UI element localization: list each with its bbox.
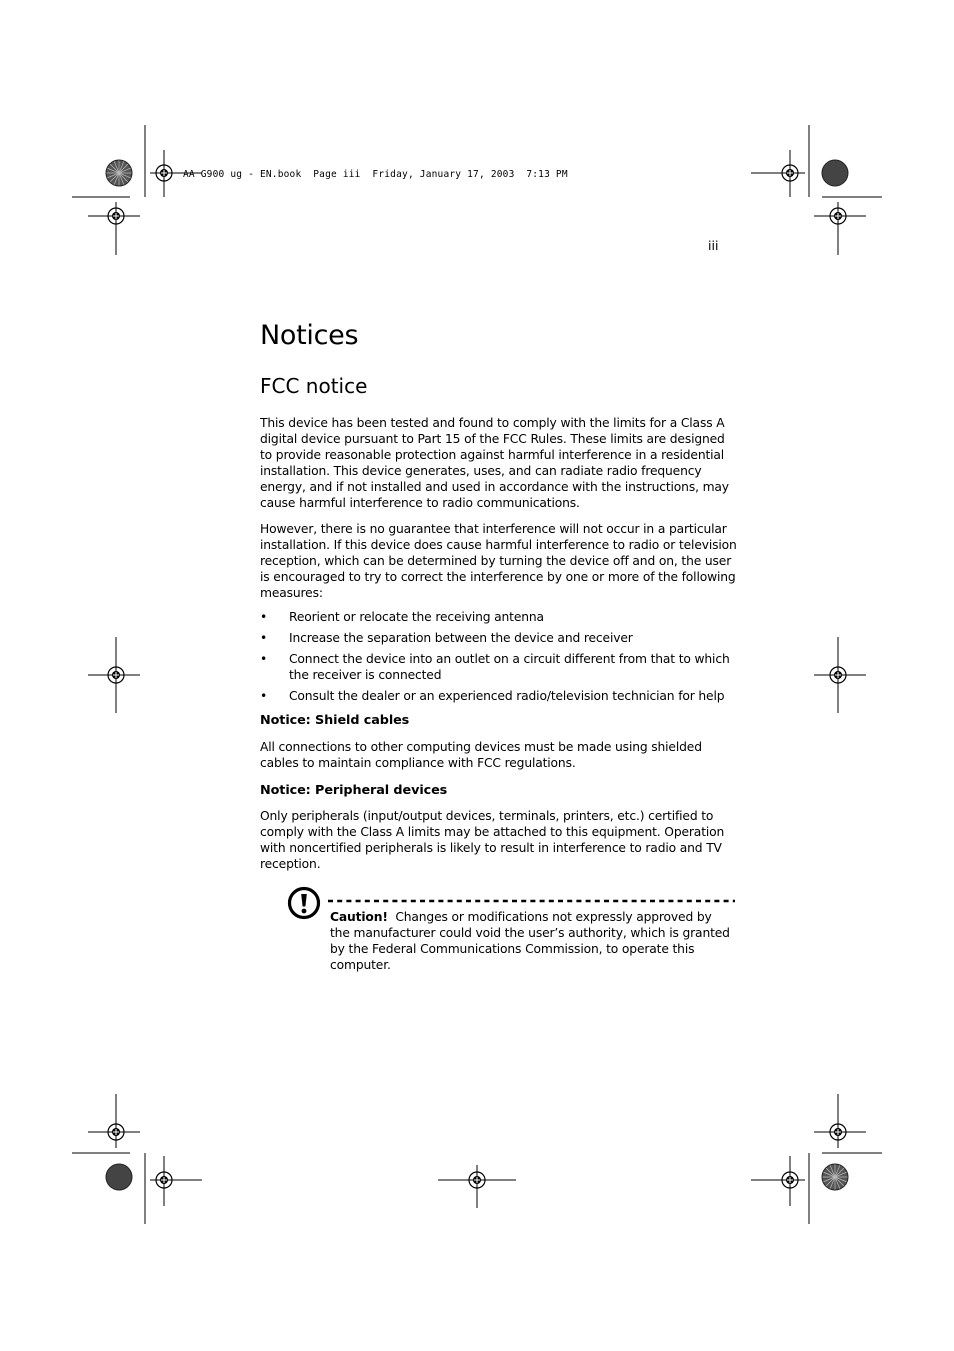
bullet-icon: • [260,610,268,624]
list-item-text: Connect the device into an outlet on a circuit different from that to which the receiver is connected [289,652,730,682]
caution-box [260,884,740,984]
fcc-paragraph-1: This device has been tested and found to comply with the limits for a Class A digital device pursuant to Part 15 of the FCC Rules. These limits are designed to provide reasonable protection against harmful interference in a residential installation. This device generates, uses, and can radiate radio frequency energy, and if not installed and used in accordance with the instructions, may cause harmful interference to radio communications. [260,416,729,510]
page-number: iii [708,238,719,253]
bullet-icon: • [260,631,268,645]
caution-body: Changes or modifications not expressly approved by the manufacturer could void the user’s authority, which is granted by the Federal Communications Commission, to operate this computer. [330,910,730,972]
bullet-icon: • [260,652,268,666]
list-item-text: Reorient or relocate the receiving antenna [289,610,544,624]
list-item [260,651,740,683]
list-item [260,630,740,646]
subheading-shield-cables: Notice: Shield cables [260,713,410,728]
dashed-divider [328,899,735,903]
page-content [260,318,740,984]
exclamation-circle-icon [287,886,321,920]
caution-text [330,909,735,973]
fcc-paragraph-2: However, there is no guarantee that interference will not occur in a particular installation. If this device does cause harmful interference to radio or television reception, which can be determined by turning the device off and on, the user is encouraged to try to correct the interference by one or more of the following measures: [260,522,737,600]
print-slug: AA G900 ug - EN.book Page iii Friday, January 17, 2003 7:13 PM [183,169,568,180]
caution-label: Caution! [330,910,388,924]
section-title: FCC notice [260,374,368,398]
shield-cables-paragraph: All connections to other computing devices must be made using shielded cables to maintain compliance with FCC regulations. [260,740,702,770]
list-item-text: Increase the separation between the device and receiver [289,631,633,645]
measures-list [260,609,740,704]
page-title: Notices [260,320,359,351]
peripheral-devices-paragraph: Only peripherals (input/output devices, terminals, printers, etc.) certified to comply with the Class A limits may be attached to this equipment. Operation with noncertified peripherals is likely to result in interference to radio and TV reception. [260,809,725,871]
bullet-icon: • [260,689,268,703]
list-item-text: Consult the dealer or an experienced radio/television technician for help [289,689,725,703]
subheading-peripheral-devices: Notice: Peripheral devices [260,783,448,798]
list-item [260,609,740,625]
list-item [260,688,740,704]
